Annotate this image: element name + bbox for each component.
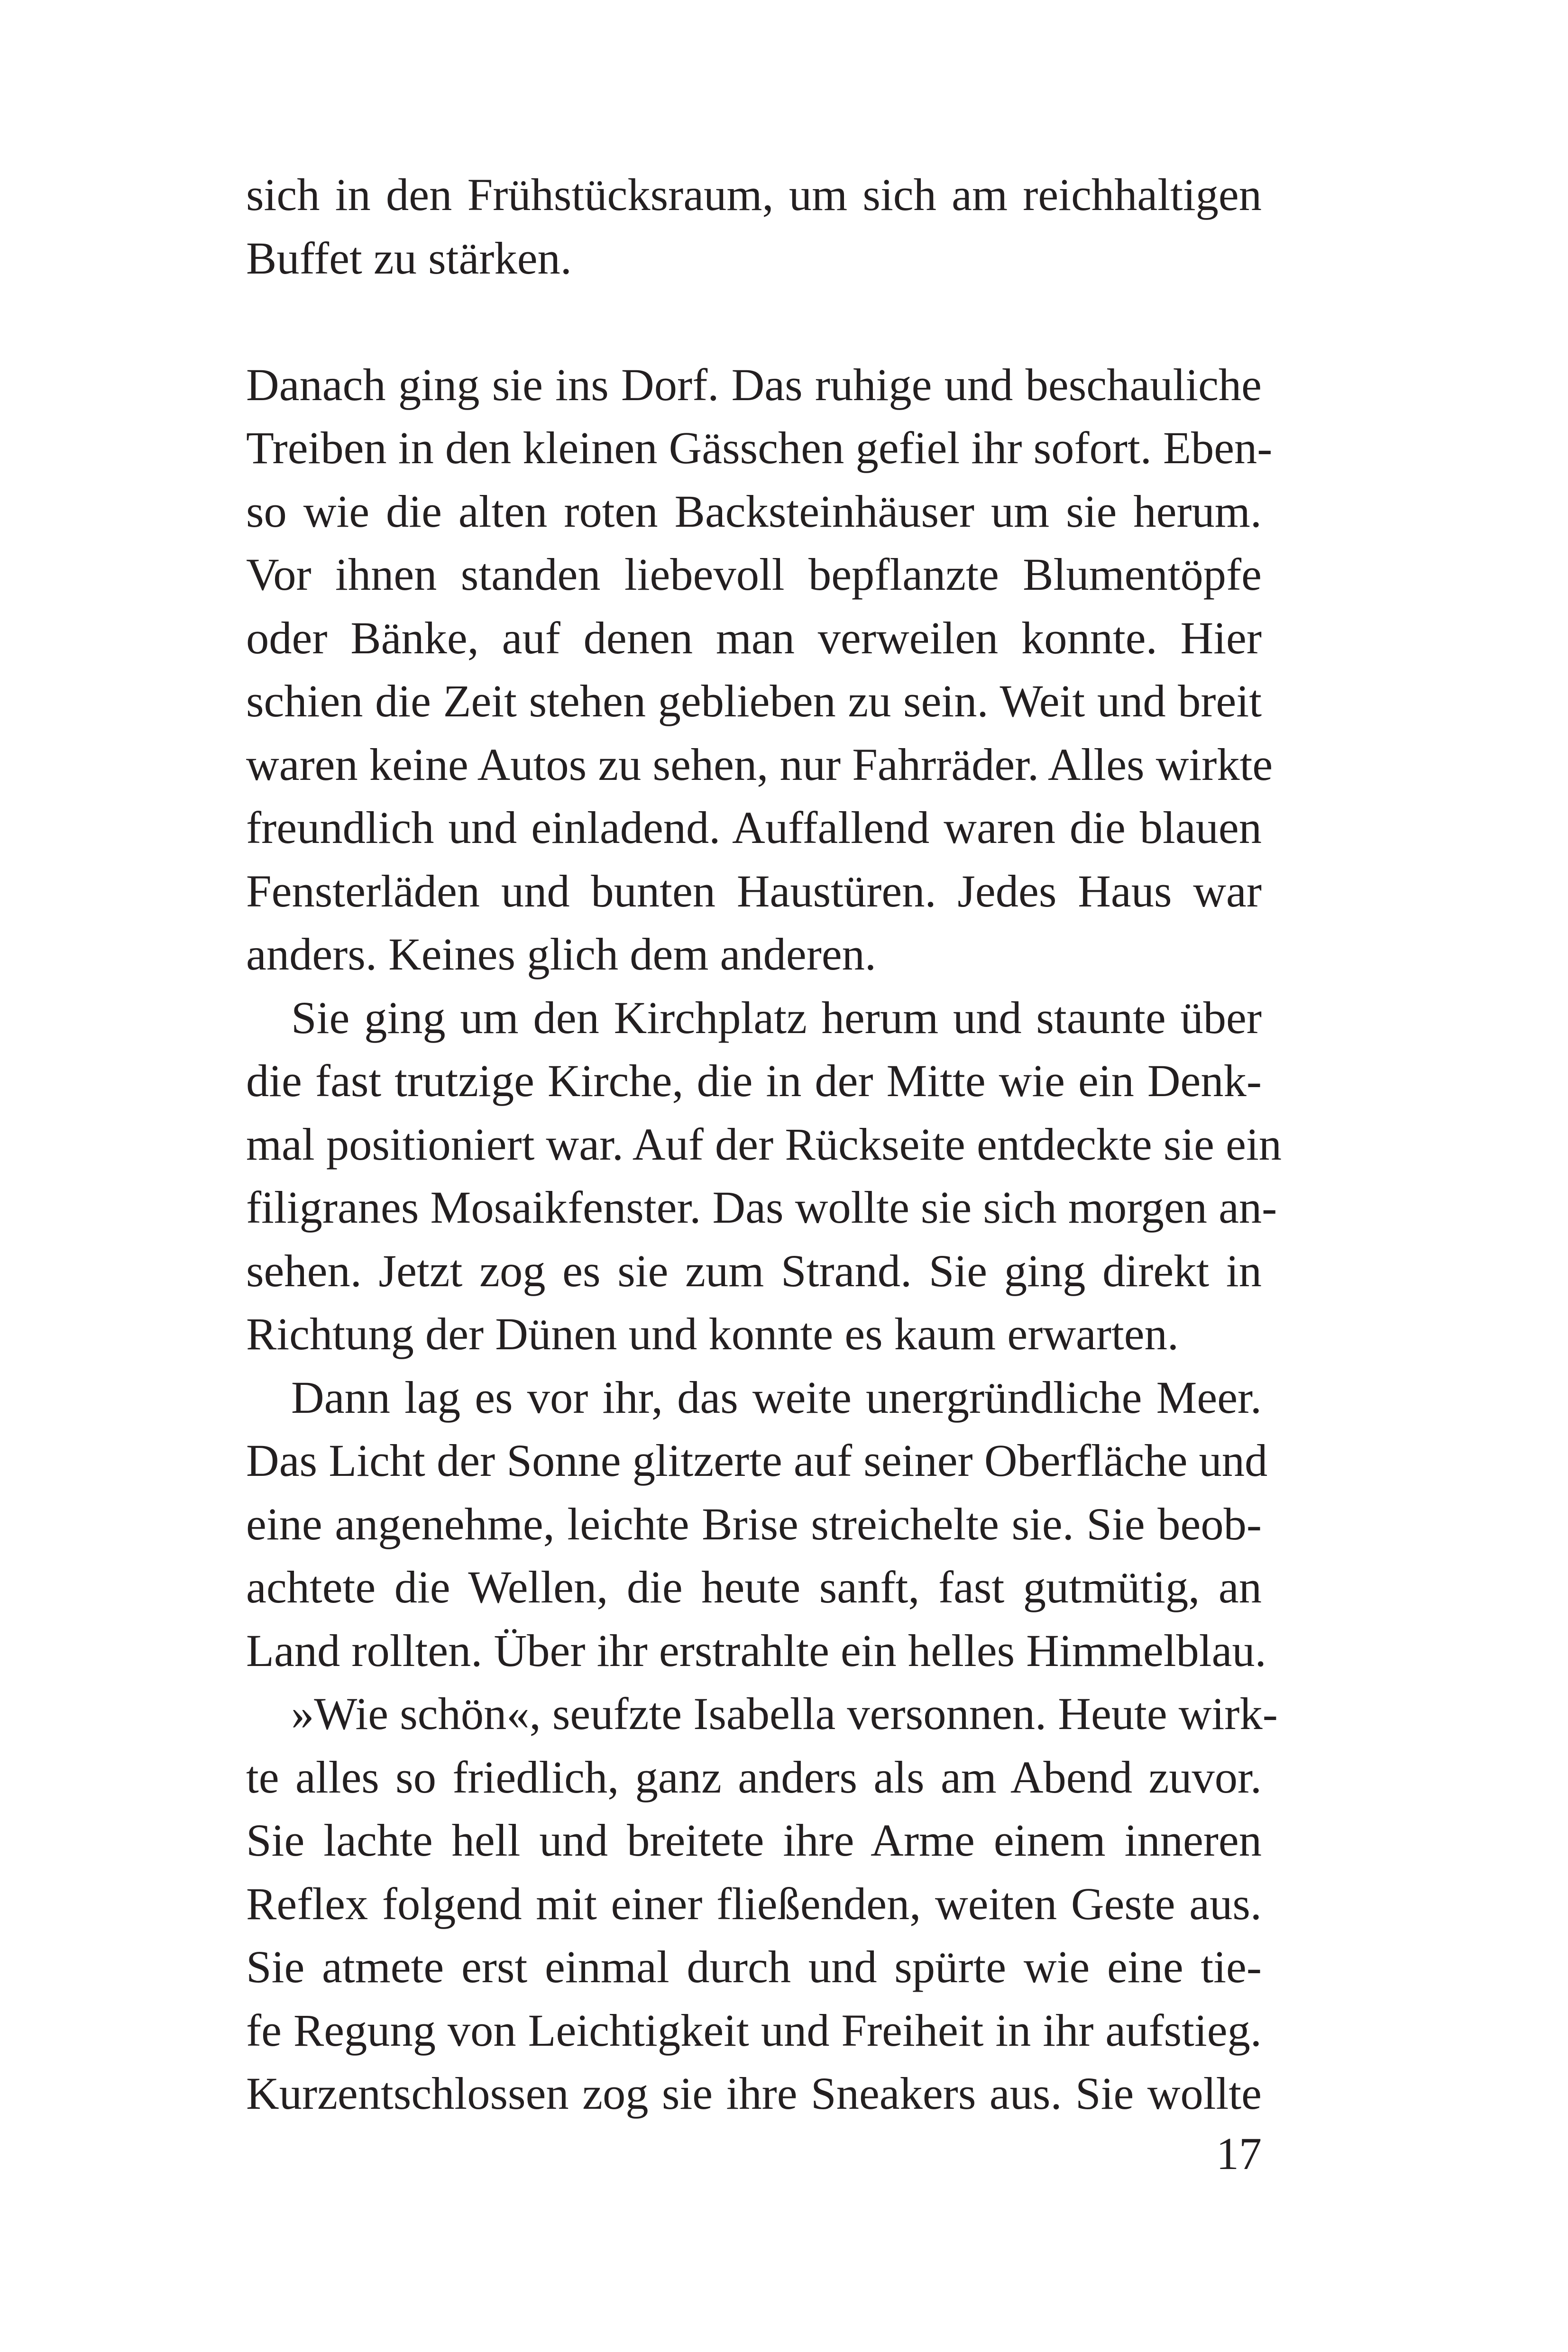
text-line: Land rollten. Über ihr erstrahlte ein helles Himmelblau. xyxy=(246,1625,1266,1676)
text-line: filigranes Mosaikfenster. Das wollte sie sich morgen an- xyxy=(246,1182,1277,1233)
text-line: oder Bänke, auf denen man verweilen konnte. Hier xyxy=(246,612,1262,663)
text-line: sich in den Frühstücksraum, um sich am reichhaltigen xyxy=(246,169,1262,220)
text-line: die fast trutzige Kirche, die in der Mitte wie ein Denk- xyxy=(246,1055,1262,1106)
text-line: Fensterläden und bunten Haustüren. Jedes Haus war xyxy=(246,865,1262,916)
text-line: Sie lachte hell und breitete ihre Arme einem inneren xyxy=(246,1815,1262,1866)
text-line: Das Licht der Sonne glitzerte auf seiner Oberfläche und xyxy=(246,1435,1268,1486)
text-line: fe Regung von Leichtigkeit und Freiheit in ihr aufstieg. xyxy=(246,2004,1262,2056)
text-line: mal positioniert war. Auf der Rückseite entdeckte sie ein xyxy=(246,1118,1282,1170)
text-line: Reflex folgend mit einer fließenden, weiten Geste aus. xyxy=(246,1878,1262,1929)
text-line: Sie ging um den Kirchplatz herum und staunte über xyxy=(291,992,1262,1043)
text-line: »Wie schön«, seufzte Isabella versonnen. Heute wirk- xyxy=(291,1688,1278,1739)
text-line: achtete die Wellen, die heute sanft, fast gutmütig, an xyxy=(246,1562,1262,1612)
text-line: Vor ihnen standen liebevoll bepflanzte Blumentöpfe xyxy=(246,549,1262,600)
text-line: Danach ging sie ins Dorf. Das ruhige und beschauliche xyxy=(246,359,1262,410)
text-line: Sie atmete erst einmal durch und spürte wie eine tie- xyxy=(246,1941,1262,1992)
text-line: sehen. Jetzt zog es sie zum Strand. Sie ging direkt in xyxy=(246,1245,1262,1296)
paragraph xyxy=(246,986,1282,1366)
paragraph xyxy=(246,353,1273,986)
text-line: eine angenehme, leichte Brise streichelte sie. Sie beob- xyxy=(246,1498,1262,1549)
text-line: so wie die alten roten Backsteinhäuser um sie herum. xyxy=(246,485,1262,537)
body-text xyxy=(246,163,1282,2125)
text-line: Treiben in den kleinen Gässchen gefiel ihr sofort. Eben- xyxy=(246,422,1273,473)
text-line: Richtung der Dünen und konnte es kaum erwarten. xyxy=(246,1309,1179,1359)
text-line: Buffet zu stärken. xyxy=(246,232,572,284)
text-line: schien die Zeit stehen geblieben zu sein. Weit und breit xyxy=(246,676,1262,726)
paragraph xyxy=(246,163,1262,290)
text-line: waren keine Autos zu sehen, nur Fahrräder. Alles wirkte xyxy=(246,739,1273,790)
paragraph xyxy=(246,1366,1268,1683)
paragraph-gap xyxy=(246,290,1262,353)
text-line: freundlich und einladend. Auffallend waren die blauen xyxy=(246,802,1262,853)
page-number: 17 xyxy=(1216,2128,1262,2179)
text-line: Kurzentschlossen zog sie ihre Sneakers aus. Sie wollte xyxy=(246,2068,1262,2119)
text-line: anders. Keines glich dem anderen. xyxy=(246,929,877,979)
paragraph xyxy=(246,1682,1278,2125)
text-line: Dann lag es vor ihr, das weite unergründliche Meer. xyxy=(291,1372,1262,1423)
text-line: te alles so friedlich, ganz anders als am Abend zuvor. xyxy=(246,1751,1262,1803)
